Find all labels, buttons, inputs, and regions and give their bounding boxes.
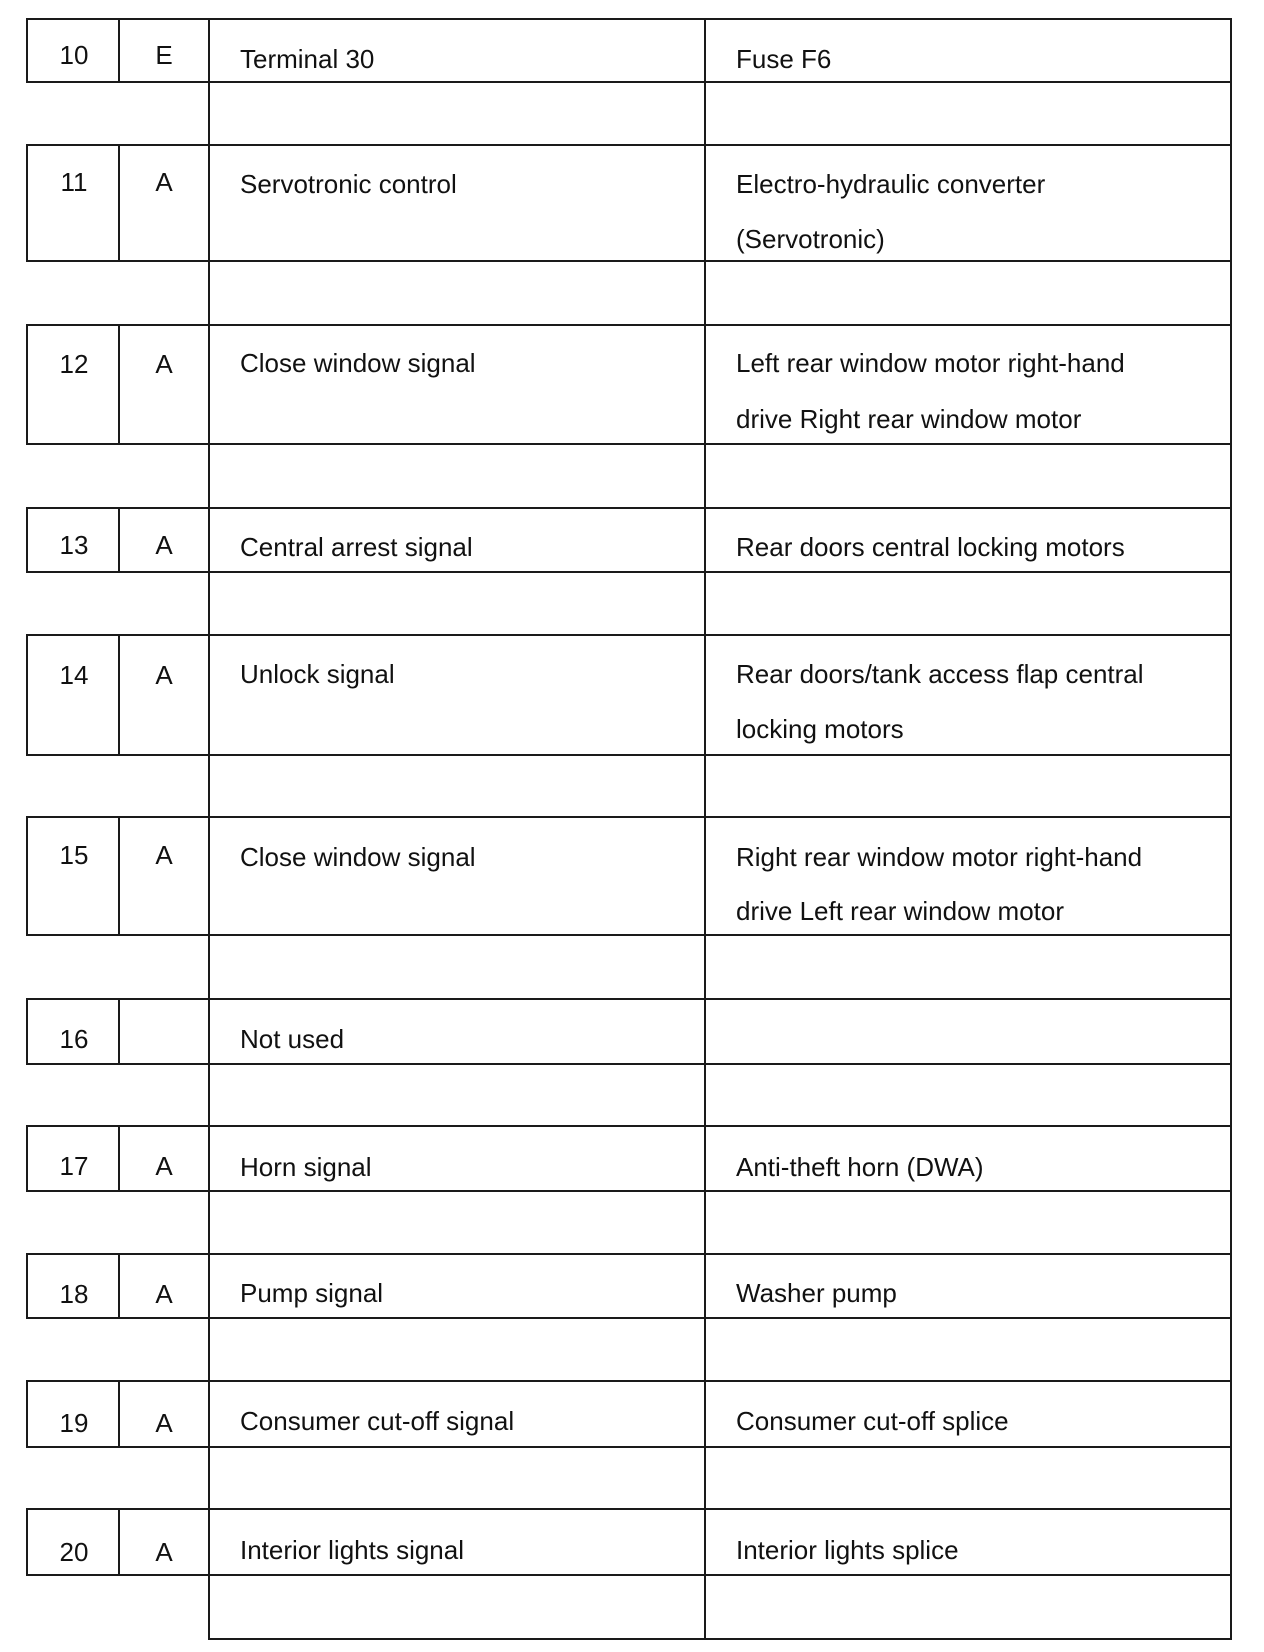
pin-type: A <box>155 660 173 690</box>
pin-type: A <box>155 349 173 379</box>
signal-description: Pump signal <box>240 1278 384 1308</box>
col-border-signal <box>704 1253 706 1382</box>
row-top-border <box>26 507 1232 509</box>
pin-type: A <box>155 530 173 560</box>
pin-number: 10 <box>59 40 89 70</box>
col-border-signal <box>704 507 706 636</box>
connected-component: Anti-theft horn (DWA) <box>736 1152 984 1182</box>
col-border-signal <box>704 18 706 146</box>
col-border-right <box>1230 816 1232 1000</box>
connected-component: Consumer cut-off splice <box>736 1406 1009 1436</box>
pin-number: 13 <box>59 530 89 560</box>
col-border-type <box>208 998 210 1127</box>
signal-description: Horn signal <box>240 1152 372 1182</box>
pin-number: 17 <box>59 1151 89 1181</box>
col-border-right <box>1230 1253 1232 1382</box>
connected-component: Fuse F6 <box>736 44 832 74</box>
pin-number: 14 <box>59 660 89 690</box>
row-top-border <box>26 1508 1232 1510</box>
table-bottom-border <box>208 1638 1232 1640</box>
signal-description: Terminal 30 <box>240 44 375 74</box>
col-border-signal <box>704 324 706 509</box>
connected-component: (Servotronic) <box>736 224 885 254</box>
connected-component: Washer pump <box>736 1278 897 1308</box>
signal-description: Servotronic control <box>240 169 457 199</box>
connected-component: Electro-hydraulic converter <box>736 169 1046 199</box>
connected-component: locking motors <box>736 714 904 744</box>
pin-number: 18 <box>59 1279 89 1309</box>
col-border-signal <box>704 1125 706 1255</box>
row-top-border <box>26 998 1232 1000</box>
pin-type: A <box>155 1279 173 1309</box>
row-top-border <box>26 144 1232 146</box>
connected-component: Right rear window motor right-hand <box>736 842 1143 872</box>
pin-type: A <box>155 1151 173 1181</box>
pin-type: A <box>155 167 173 197</box>
col-border-right <box>1230 998 1232 1127</box>
col-border-right <box>1230 507 1232 636</box>
pin-type: A <box>155 840 173 870</box>
signal-description: Close window signal <box>240 348 476 378</box>
signal-description: Close window signal <box>240 842 476 872</box>
pin-number: 12 <box>59 349 89 379</box>
col-border-signal <box>704 144 706 326</box>
signal-description: Unlock signal <box>240 659 395 689</box>
col-border-right <box>1230 1508 1232 1640</box>
col-border-signal <box>704 1508 706 1640</box>
col-border-signal <box>704 816 706 1000</box>
row-top-border <box>26 634 1232 636</box>
row-top-border <box>26 1125 1232 1127</box>
col-border-right <box>1230 634 1232 818</box>
signal-description: Interior lights signal <box>240 1535 464 1565</box>
col-border-right <box>1230 1125 1232 1255</box>
col-border-signal <box>704 634 706 818</box>
col-border-right <box>1230 324 1232 509</box>
connected-component: drive Right rear window motor <box>736 404 1082 434</box>
col-border-right <box>1230 1380 1232 1510</box>
pin-number: 20 <box>59 1537 89 1567</box>
connected-component: drive Left rear window motor <box>736 896 1065 926</box>
signal-description: Consumer cut-off signal <box>240 1406 515 1436</box>
col-border-signal <box>704 1380 706 1510</box>
pin-type: A <box>155 1537 173 1567</box>
row-bottom-border <box>26 1063 1232 1065</box>
pin-type: A <box>155 1408 173 1438</box>
row-top-border <box>26 1380 1232 1382</box>
signal-description: Central arrest signal <box>240 532 473 562</box>
col-border-right <box>1230 144 1232 326</box>
pin-number: 15 <box>59 840 89 870</box>
row-top-border <box>26 18 1232 20</box>
row-top-border <box>26 1253 1232 1255</box>
connected-component: Left rear window motor right-hand <box>736 348 1125 378</box>
pin-type: E <box>155 40 173 70</box>
col-border-signal <box>704 998 706 1127</box>
connected-component: Rear doors central locking motors <box>736 532 1125 562</box>
pin-number: 11 <box>60 167 88 197</box>
row-bottom-border <box>26 260 1232 262</box>
pin-number: 19 <box>59 1408 89 1438</box>
row-bottom-border <box>26 754 1232 756</box>
row-top-border <box>26 816 1232 818</box>
row-top-border <box>26 324 1232 326</box>
signal-description: Not used <box>240 1024 345 1054</box>
connected-component: Interior lights splice <box>736 1535 959 1565</box>
connected-component: Rear doors/tank access flap central <box>736 659 1144 689</box>
col-border-right <box>1230 18 1232 146</box>
pin-number: 16 <box>59 1024 89 1054</box>
